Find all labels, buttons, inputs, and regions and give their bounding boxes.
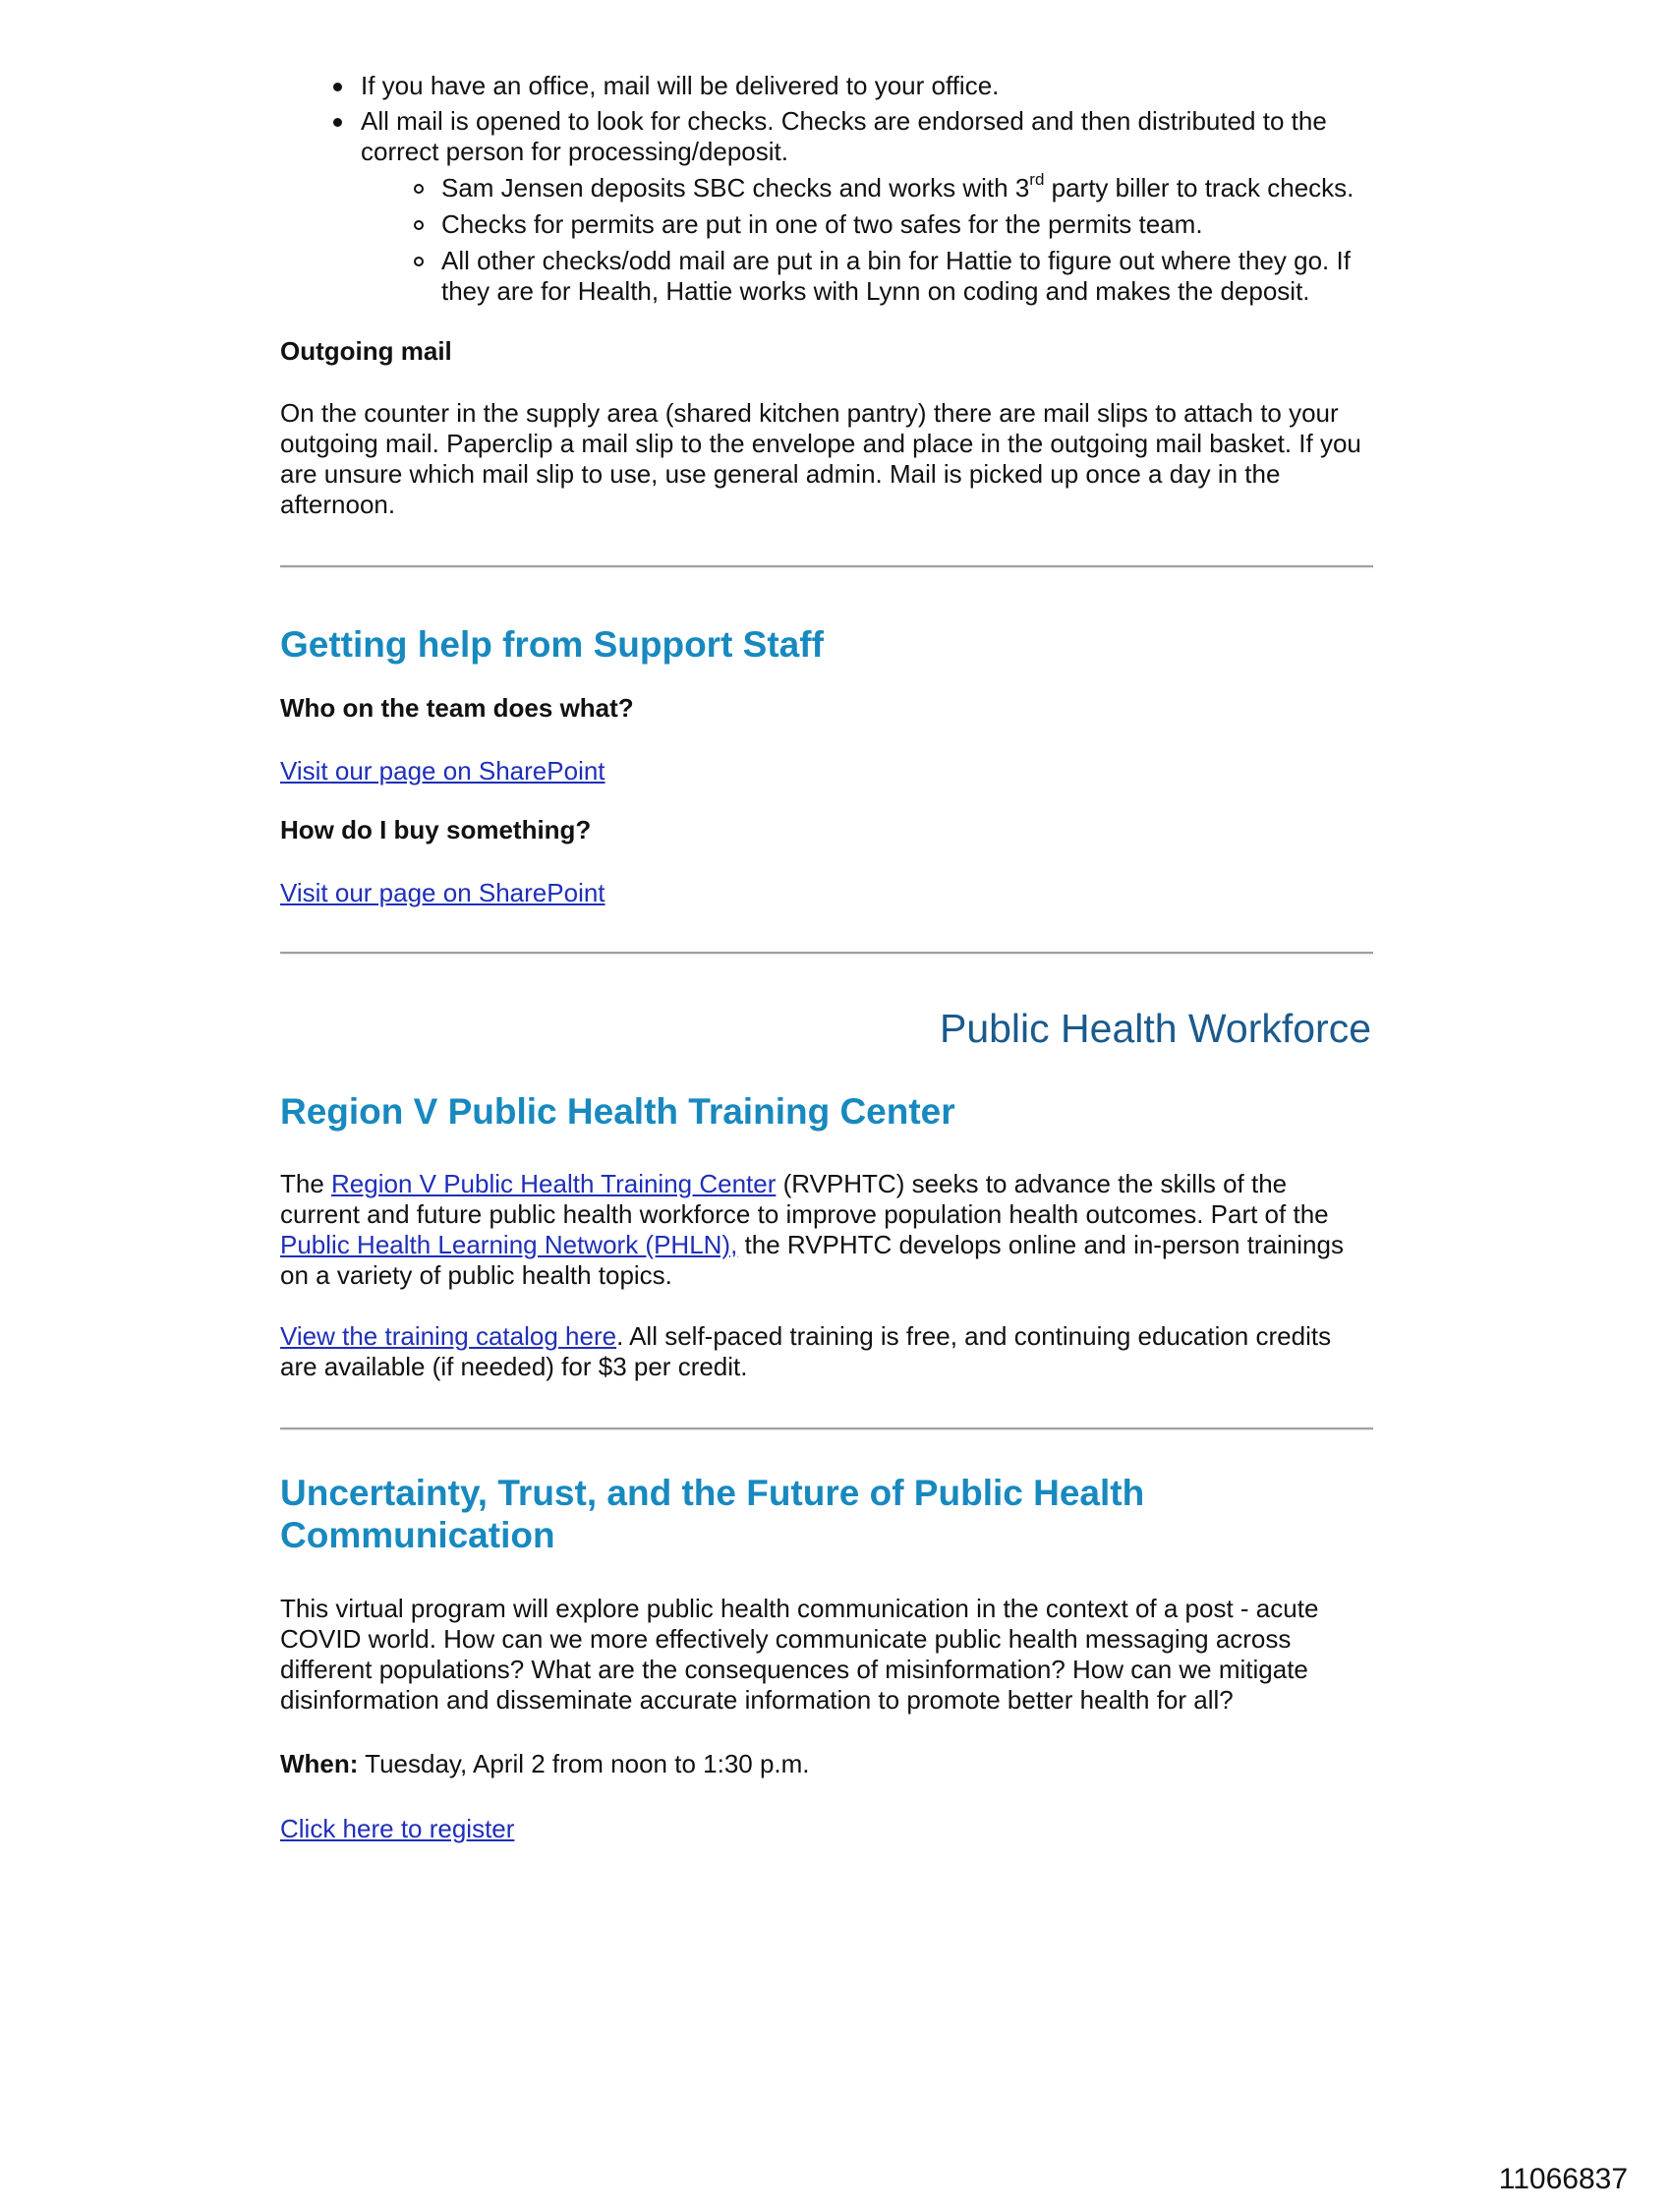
outgoing-mail-heading: Outgoing mail xyxy=(280,336,452,366)
uncertainty-description: This virtual program will explore public health communication in the context of a post - acute COVID world. How can we more effectively communicate public health messaging across different populations? What are the consequences of misinformation? How can we mitigate disinformation and disseminate accurate information to promote better health for all? xyxy=(280,1594,1319,1715)
sublist-item-text: All other checks/odd mail are put in a bin for Hattie to figure out where they go. If they are for Health, Hattie works with Lynn on coding and makes the deposit. xyxy=(441,246,1351,306)
sublist-item-text: party biller to track checks. xyxy=(1044,173,1354,203)
mail-delivery-list xyxy=(361,71,1371,307)
list-item-text: If you have an office, mail will be delivered to your office. xyxy=(361,71,1000,100)
list-item-text: All mail is opened to look for checks. Checks are endorsed and then distributed to the correct person for processing/deposit. xyxy=(361,106,1327,166)
document-content xyxy=(280,71,1371,1844)
buy-question: How do I buy something? xyxy=(280,815,592,844)
sublist-item-text: Checks for permits are put in one of two safes for the permits team. xyxy=(441,209,1203,239)
rvphtc-link[interactable]: Region V Public Health Training Center xyxy=(331,1169,777,1198)
page-number: 11066837 xyxy=(1498,2163,1628,2195)
training-catalog-link[interactable]: View the training catalog here xyxy=(280,1321,617,1351)
section-divider xyxy=(280,565,1373,568)
uncertainty-title: Uncertainty, Trust, and the Future of Public Health Communication xyxy=(280,1473,1145,1555)
outgoing-mail-text: On the counter in the supply area (shared kitchen pantry) there are mail slips to attach to your outgoing mail. Paperclip a mail slip to the envelope and place in the outgoing mail basket. If you are unsure which mail slip to use, use general admin. Mail is picked up once a day in the afternoon. xyxy=(280,398,1361,519)
sublist-item xyxy=(441,209,1371,240)
sublist-item xyxy=(441,170,1371,204)
sublist-item-text: Sam Jensen deposits SBC checks and works with 3 xyxy=(441,173,1030,203)
when-label: When: xyxy=(280,1749,359,1778)
team-question: Who on the team does what? xyxy=(280,693,634,723)
text-fragment: . All self-paced training is free, and continuing education credits are available (if needed) for $3 per credit. xyxy=(280,1321,1332,1381)
rvphtc-description xyxy=(280,1169,1371,1291)
training-catalog-text xyxy=(280,1321,1371,1382)
support-staff-title: Getting help from Support Staff xyxy=(280,624,824,665)
list-item xyxy=(361,106,1371,307)
checks-sublist xyxy=(441,170,1371,307)
text-fragment: (RVPHTC) seeks to advance the skills of the current and future public health workforce to improve population health outcomes. Part of the xyxy=(280,1169,1329,1229)
sharepoint-link[interactable]: Visit our page on SharePoint xyxy=(280,878,605,907)
ordinal-suffix: rd xyxy=(1029,170,1045,189)
when-value: Tuesday, April 2 from noon to 1:30 p.m. xyxy=(358,1749,810,1778)
section-divider xyxy=(280,952,1373,955)
sharepoint-link[interactable]: Visit our page on SharePoint xyxy=(280,756,605,786)
text-fragment: The xyxy=(280,1169,332,1198)
sublist-item xyxy=(441,246,1371,307)
list-item xyxy=(361,71,1371,101)
workforce-title: Public Health Workforce xyxy=(939,1006,1371,1051)
event-when xyxy=(280,1749,1371,1779)
text-fragment: the RVPHTC develops online and in-person trainings on a variety of public health topics. xyxy=(280,1230,1344,1290)
rvphtc-title: Region V Public Health Training Center xyxy=(280,1091,955,1132)
register-link[interactable]: Click here to register xyxy=(280,1814,515,1843)
phln-link[interactable]: Public Health Learning Network (PHLN), xyxy=(280,1230,738,1259)
section-divider xyxy=(280,1427,1373,1430)
